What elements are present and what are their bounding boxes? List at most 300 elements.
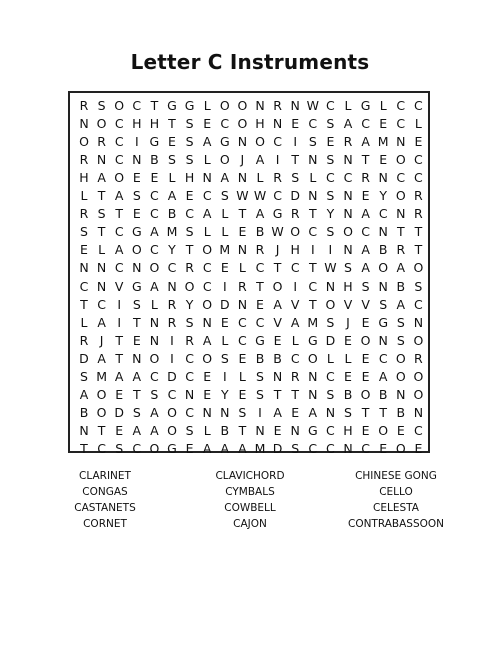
grid-letter: S [185, 224, 194, 240]
grid-letter: L [221, 332, 229, 348]
grid-letter: E [150, 170, 159, 186]
grid-letter: C [396, 116, 406, 132]
grid-letter: C [326, 440, 335, 456]
grid-letter: S [326, 224, 335, 240]
grid-letter: V [343, 296, 353, 312]
grid-letter: O [96, 386, 107, 402]
grid-letter: I [117, 296, 122, 312]
grid-letter: I [170, 332, 174, 348]
grid-letter: J [99, 332, 104, 348]
grid-letter: D [272, 440, 283, 456]
grid-letter: C [185, 368, 194, 384]
grid-letter: C [150, 188, 159, 204]
grid-letter: A [290, 314, 300, 330]
grid-letter: R [238, 278, 247, 294]
grid-letter: N [132, 350, 142, 366]
grid-letter: G [184, 98, 195, 113]
grid-letter: O [343, 224, 353, 240]
grid-letter: A [238, 440, 247, 456]
grid-letter: E [291, 116, 300, 132]
grid-letter: O [167, 422, 177, 438]
grid-letter: E [344, 368, 352, 384]
grid-letter: G [307, 422, 318, 438]
grid-letter: H [79, 170, 89, 186]
grid-letter: S [238, 404, 247, 420]
grid-letter: L [203, 422, 211, 438]
grid-letter: S [414, 278, 423, 294]
grid-letter: N [343, 188, 353, 204]
grid-letter: S [97, 206, 106, 222]
grid-letter: C [308, 224, 318, 240]
grid-letter: A [97, 350, 106, 366]
grid-letter: T [256, 278, 264, 294]
grid-letter: N [79, 260, 89, 276]
grid-letter: W [236, 188, 249, 204]
grid-letter: C [361, 116, 370, 132]
grid-letter: B [220, 422, 230, 438]
grid-letter: B [378, 386, 388, 402]
grid-letter: O [149, 260, 160, 276]
grid-letter: R [396, 242, 406, 258]
grid-letter: L [291, 332, 299, 348]
grid-letter: C [414, 170, 423, 186]
grid-letter: E [115, 422, 124, 438]
grid-letter: S [256, 386, 264, 402]
grid-letter: W [306, 98, 319, 113]
grid-letter: L [203, 98, 211, 113]
grid-letter: O [202, 350, 213, 366]
grid-letter: L [80, 188, 88, 204]
grid-letter: S [185, 134, 194, 150]
grid-letter: N [96, 260, 107, 276]
grid-letter: N [149, 314, 160, 330]
grid-letter: L [326, 350, 334, 366]
grid-letter: E [326, 134, 335, 150]
grid-row [70, 422, 428, 440]
page-title: Letter C Instruments [130, 50, 370, 74]
grid-letter: L [221, 224, 229, 240]
grid-letter: N [132, 152, 142, 168]
grid-letter: B [255, 224, 265, 240]
grid-letter: B [273, 350, 282, 366]
grid-letter: A [97, 170, 106, 186]
grid-letter: T [97, 224, 106, 240]
grid-letter: S [220, 188, 229, 204]
grid-letter: R [167, 296, 177, 312]
grid-letter: E [115, 386, 124, 402]
grid-letter: T [361, 152, 370, 168]
grid-letter: T [115, 332, 123, 348]
grid-letter: G [149, 134, 160, 150]
grid-letter: L [309, 170, 317, 186]
grid-letter: T [185, 242, 194, 258]
grid-row [70, 386, 428, 404]
grid-letter: M [96, 368, 107, 384]
grid-letter: E [361, 422, 370, 438]
grid-letter: T [291, 386, 299, 402]
grid-letter: N [237, 296, 248, 312]
grid-letter: S [291, 440, 300, 456]
grid-letter: M [377, 134, 389, 150]
grid-letter: V [114, 278, 124, 294]
grid-letter: C [202, 278, 212, 294]
grid-letter: N [79, 422, 89, 438]
grid-letter: S [344, 404, 352, 420]
grid-letter: A [361, 206, 370, 222]
grid-letter: G [219, 134, 230, 150]
grid-letter: A [114, 242, 124, 258]
grid-letter: C [308, 440, 318, 456]
grid-letter: R [343, 134, 353, 150]
grid-row [70, 332, 428, 350]
grid-letter: T [97, 422, 106, 438]
grid-letter: N [308, 368, 318, 384]
grid-letter: N [396, 206, 406, 222]
grid-row [70, 97, 428, 115]
grid-letter: C [114, 152, 124, 168]
grid-letter: T [308, 260, 317, 276]
grid-letter: N [237, 134, 248, 150]
grid-letter: R [273, 170, 282, 186]
grid-letter: E [185, 188, 194, 204]
grid-letter: L [256, 170, 264, 186]
grid-letter: A [220, 440, 230, 456]
grid-letter: C [185, 206, 194, 222]
grid-row [70, 151, 428, 169]
grid-letter: E [185, 440, 194, 456]
grid-letter: E [414, 134, 423, 150]
grid-letter: D [167, 368, 177, 384]
grid-letter: R [79, 98, 89, 113]
grid-letter: E [273, 422, 282, 438]
grid-letter: C [414, 152, 423, 168]
grid-letter: I [222, 278, 227, 294]
grid-letter: E [238, 224, 247, 240]
grid-letter: O [395, 188, 406, 204]
grid-letter: S [396, 314, 405, 330]
grid-letter: E [132, 332, 141, 348]
grid-letter: E [344, 332, 352, 348]
grid-letter: D [325, 332, 336, 348]
grid-letter: A [308, 404, 318, 420]
grid-letter: I [293, 134, 298, 150]
grid-letter: W [324, 260, 337, 276]
grid-letter: D [114, 404, 124, 420]
grid-letter: S [256, 368, 264, 384]
grid-letter: O [325, 296, 336, 312]
grid-letter: Y [168, 242, 176, 258]
grid-letter: H [290, 242, 300, 258]
grid-letter: L [150, 296, 158, 312]
grid-letter: O [378, 260, 389, 276]
word-list-item: CAJON [233, 518, 267, 530]
grid-letter: A [361, 134, 370, 150]
grid-letter: C [326, 170, 335, 186]
grid-row [70, 440, 428, 458]
grid-letter: O [149, 440, 160, 456]
grid-letter: C [290, 350, 300, 366]
grid-letter: A [132, 422, 142, 438]
grid-letter: C [114, 134, 124, 150]
grid-letter: L [221, 206, 229, 222]
grid-letter: N [378, 278, 388, 294]
grid-letter: T [132, 314, 141, 330]
grid-letter: C [79, 278, 89, 294]
grid-letter: C [343, 170, 353, 186]
grid-letter: S [80, 368, 88, 384]
grid-letter: S [150, 386, 159, 402]
grid-letter: R [185, 260, 194, 276]
grid-letter: S [361, 278, 370, 294]
grid-letter: A [167, 188, 177, 204]
grid-letter: N [272, 368, 283, 384]
grid-letter: O [255, 134, 265, 150]
grid-row [70, 187, 428, 205]
grid-letter: V [361, 296, 370, 312]
grid-letter: E [203, 116, 212, 132]
grid-letter: C [396, 98, 406, 113]
grid-letter: M [219, 242, 231, 258]
grid-letter: J [275, 242, 280, 258]
grid-letter: A [273, 296, 282, 312]
grid-letter: N [325, 404, 336, 420]
grid-letter: G [131, 224, 142, 240]
grid-letter: S [326, 116, 335, 132]
word-list-column-1 [40, 468, 170, 532]
grid-letter: C [378, 206, 388, 222]
grid-letter: C [185, 350, 194, 366]
word-list-item: CYMBALS [225, 486, 275, 498]
grid-letter: A [150, 224, 159, 240]
grid-letter: A [255, 206, 265, 222]
grid-letter: S [379, 296, 388, 312]
grid-letter: O [413, 332, 424, 348]
grid-row [70, 350, 428, 368]
grid-letter: N [290, 98, 300, 113]
grid-letter: N [308, 152, 318, 168]
grid-letter: O [413, 368, 424, 384]
grid-letter: S [396, 332, 405, 348]
grid-letter: L [203, 152, 211, 168]
grid-letter: B [79, 404, 89, 420]
grid-letter: S [308, 134, 317, 150]
grid-letter: S [132, 404, 141, 420]
grid-letter: S [220, 350, 229, 366]
grid-letter: C [185, 404, 194, 420]
grid-letter: T [115, 350, 123, 366]
word-search-grid [68, 91, 430, 456]
grid-letter: O [219, 98, 230, 113]
grid-letter: C [414, 422, 423, 438]
grid-letter: C [326, 422, 335, 438]
grid-letter: M [307, 314, 319, 330]
grid-letter: A [114, 188, 124, 204]
grid-letter: G [272, 206, 283, 222]
grid-letter: O [395, 350, 406, 366]
grid-letter: C [97, 440, 106, 456]
grid-letter: N [413, 404, 424, 420]
grid-letter: E [256, 296, 264, 312]
grid-letter: C [255, 314, 265, 330]
grid-letter: A [97, 314, 106, 330]
grid-letter: O [149, 350, 160, 366]
grid-letter: N [202, 314, 212, 330]
grid-letter: R [79, 332, 89, 348]
grid-letter: S [185, 422, 194, 438]
grid-row [70, 115, 428, 133]
word-list [0, 468, 500, 538]
grid-letter: G [131, 278, 142, 294]
grid-letter: C [414, 98, 423, 113]
grid-letter: H [149, 116, 160, 132]
grid-row [70, 205, 428, 223]
grid-letter: N [167, 278, 177, 294]
grid-letter: C [361, 224, 370, 240]
grid-letter: O [413, 260, 424, 276]
grid-letter: C [396, 170, 406, 186]
grid-letter: G [378, 314, 389, 330]
grid-letter: E [132, 206, 141, 222]
grid-letter: T [379, 404, 387, 420]
grid-letter: A [361, 260, 370, 276]
word-list-item: CASTANETS [74, 502, 136, 514]
grid-letter: L [203, 224, 211, 240]
grid-letter: C [378, 350, 388, 366]
grid-letter: O [237, 116, 248, 132]
grid-letter: S [132, 296, 141, 312]
grid-letter: E [220, 314, 229, 330]
grid-letter: A [150, 422, 159, 438]
grid-letter: I [222, 368, 227, 384]
grid-letter: G [167, 440, 177, 456]
grid-letter: E [361, 188, 370, 204]
grid-letter: B [255, 350, 265, 366]
grid-letter: A [132, 368, 142, 384]
grid-row [70, 314, 428, 332]
grid-letter: C [167, 386, 177, 402]
grid-letter: J [346, 314, 350, 330]
grid-letter: N [96, 278, 107, 294]
grid-letter: L [80, 314, 88, 330]
grid-letter: N [308, 386, 318, 402]
grid-letter: N [132, 260, 142, 276]
grid-letter: V [273, 314, 282, 330]
grid-letter: O [202, 296, 213, 312]
grid-letter: C [150, 206, 159, 222]
grid-letter: T [80, 440, 88, 456]
grid-letter: R [167, 314, 177, 330]
grid-letter: D [219, 296, 230, 312]
grid-letter: A [202, 134, 212, 150]
grid-letter: E [379, 116, 388, 132]
grid-letter: L [344, 350, 352, 366]
grid-letter: N [378, 170, 388, 186]
grid-letter: A [361, 242, 370, 258]
word-list-column-3 [331, 468, 461, 532]
grid-letter: A [114, 368, 124, 384]
grid-letter: S [168, 152, 176, 168]
grid-letter: T [308, 296, 317, 312]
grid-letter: L [238, 260, 246, 276]
grid-letter: C [290, 260, 300, 276]
grid-letter: C [132, 98, 142, 113]
grid-letter: A [255, 152, 265, 168]
grid-letter: C [414, 296, 423, 312]
grid-letter: E [203, 386, 212, 402]
grid-letter: N [272, 116, 283, 132]
grid-letter: O [96, 404, 107, 420]
grid-letter: T [150, 98, 159, 113]
grid-letter: O [202, 242, 213, 258]
grid-letter: Y [185, 296, 194, 312]
grid-letter: S [80, 224, 88, 240]
grid-row [70, 296, 428, 314]
grid-letter: E [80, 242, 88, 258]
grid-letter: E [132, 170, 141, 186]
grid-letter: I [275, 152, 280, 168]
word-list-item: CONGAS [82, 486, 128, 498]
grid-letter: T [132, 386, 141, 402]
grid-letter: T [238, 206, 247, 222]
grid-letter: C [238, 332, 247, 348]
grid-letter: N [290, 422, 300, 438]
grid-letter: A [150, 278, 159, 294]
grid-letter: N [237, 242, 248, 258]
grid-letter: A [343, 116, 353, 132]
grid-letter: R [414, 350, 423, 366]
grid-letter: O [219, 152, 230, 168]
grid-letter: N [396, 134, 406, 150]
word-list-item: CLARINET [79, 470, 131, 482]
grid-letter: O [131, 242, 142, 258]
grid-letter: O [395, 440, 406, 456]
grid-letter: N [96, 152, 107, 168]
grid-letter: N [237, 170, 248, 186]
grid-letter: D [79, 350, 89, 366]
grid-letter: I [310, 242, 315, 258]
grid-letter: T [273, 386, 282, 402]
grid-letter: N [343, 152, 353, 168]
grid-letter: S [291, 170, 300, 186]
grid-letter: R [273, 98, 282, 113]
grid-letter: N [149, 332, 160, 348]
grid-letter: O [114, 170, 125, 186]
grid-letter: E [168, 134, 176, 150]
grid-letter: O [79, 134, 89, 150]
grid-row [70, 169, 428, 187]
grid-row [70, 223, 428, 241]
grid-letter: O [413, 386, 424, 402]
grid-letter: T [308, 206, 317, 222]
grid-letter: S [326, 152, 335, 168]
grid-letter: O [237, 98, 248, 113]
grid-letter: O [114, 98, 125, 113]
grid-letter: T [115, 206, 123, 222]
grid-letter: R [79, 206, 89, 222]
grid-row [70, 368, 428, 386]
grid-letter: T [414, 224, 423, 240]
grid-letter: E [273, 332, 282, 348]
grid-letter: R [97, 134, 106, 150]
grid-letter: A [396, 260, 406, 276]
grid-letter: A [150, 404, 159, 420]
grid-letter: L [379, 98, 387, 113]
grid-letter: C [308, 116, 318, 132]
grid-letter: C [167, 260, 177, 276]
grid-letter: L [414, 116, 422, 132]
grid-row [70, 404, 428, 422]
grid-row [70, 241, 428, 259]
